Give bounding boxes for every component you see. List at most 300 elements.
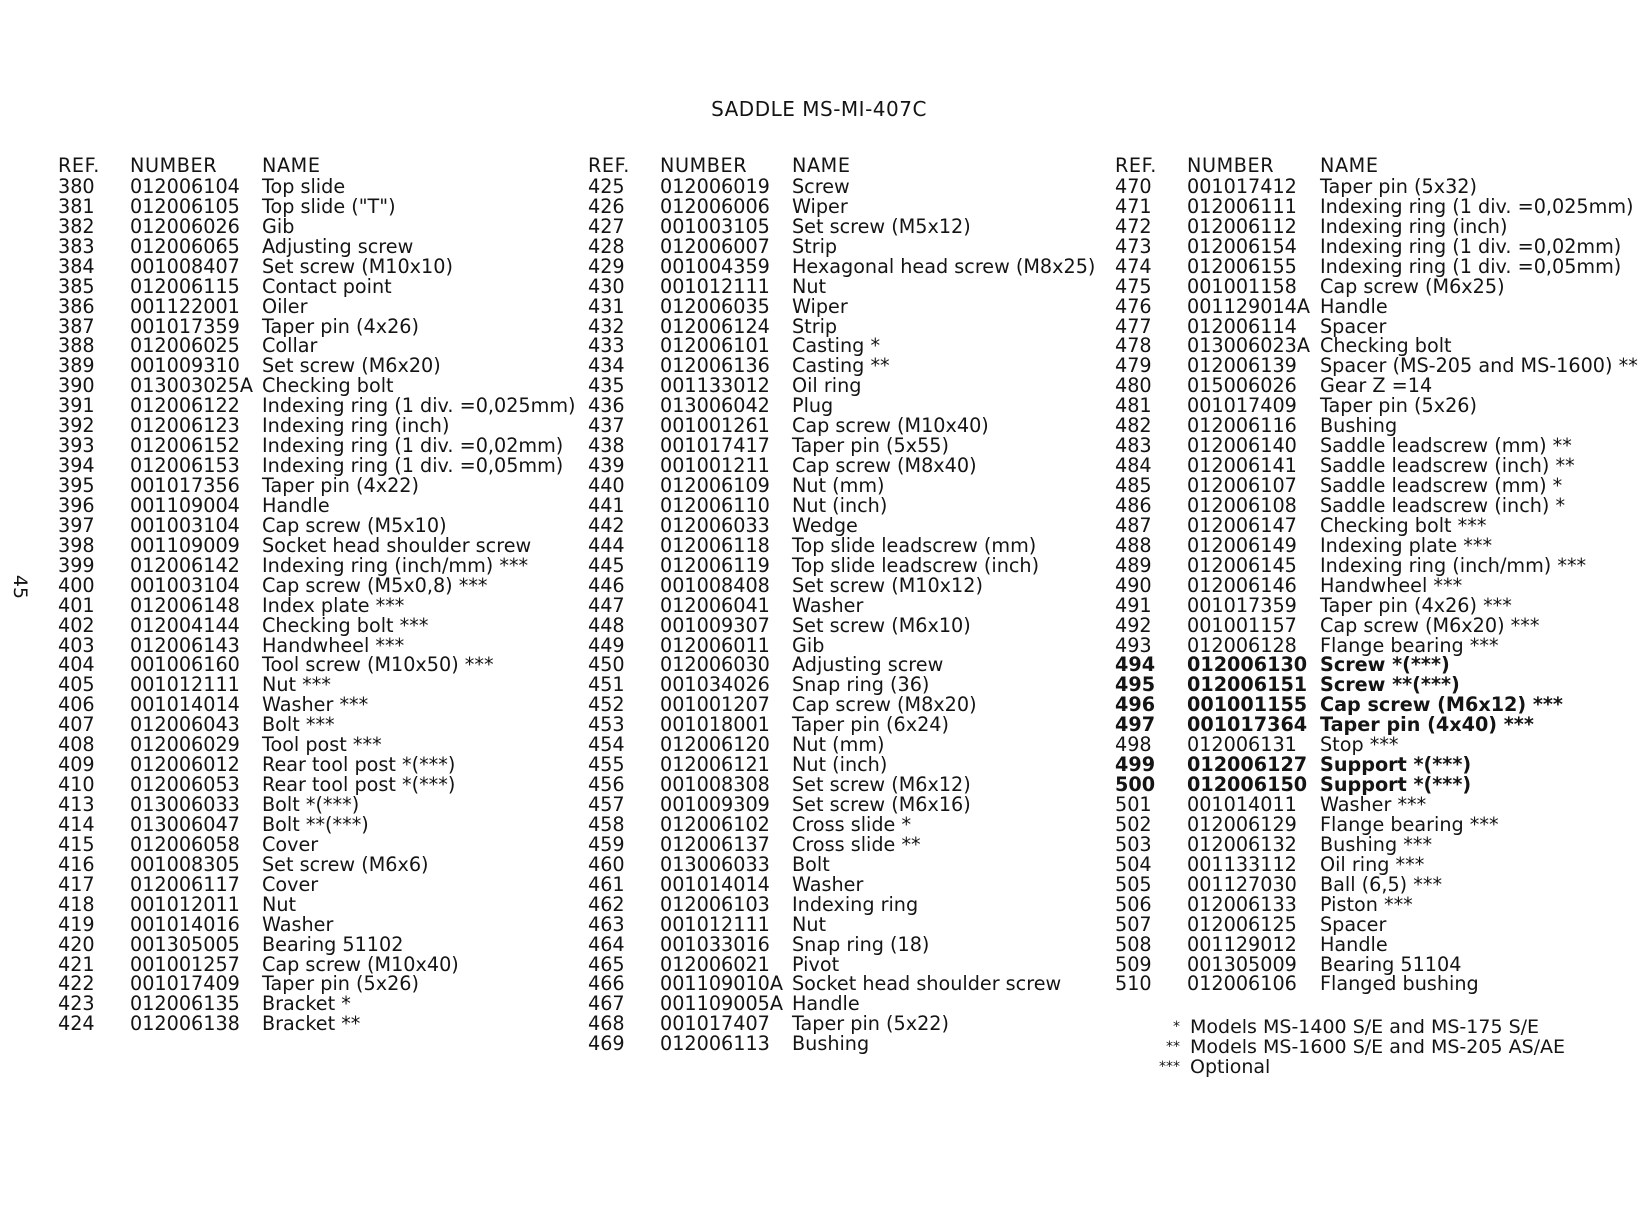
- ref-cell: 421: [58, 952, 95, 976]
- name-cell: Cover: [262, 832, 319, 856]
- name-cell: Casting **: [792, 354, 890, 378]
- ref-cell: 382: [58, 214, 95, 238]
- number-cell: 001017417: [660, 434, 770, 458]
- table-row: [1115, 593, 1638, 617]
- name-cell: Indexing ring (1 div. =0,05mm): [262, 454, 564, 478]
- ref-cell: 406: [58, 693, 95, 717]
- name-cell: Snap ring (18): [792, 932, 930, 956]
- ref-cell: 424: [58, 1012, 95, 1036]
- table-row: [58, 436, 576, 456]
- name-cell: Oil ring ***: [1320, 852, 1425, 876]
- table-row: [1115, 974, 1638, 994]
- footnote-row: [1135, 1037, 1565, 1057]
- number-cell: 012006148: [130, 593, 240, 617]
- number-cell: 012006033: [660, 513, 770, 537]
- number-cell: 012006153: [130, 454, 240, 478]
- name-cell: Casting *: [792, 334, 881, 358]
- table-row: [588, 573, 1095, 597]
- name-cell: Bolt: [792, 852, 830, 876]
- number-cell: 012006149: [1187, 533, 1297, 557]
- name-cell: Bolt **(***): [262, 812, 369, 836]
- name-cell: Cross slide **: [792, 832, 921, 856]
- number-cell: 012006128: [1187, 633, 1297, 657]
- table-row: [1115, 513, 1638, 537]
- name-cell: Cover: [262, 872, 319, 896]
- number-cell: 001012111: [660, 274, 770, 298]
- name-cell: Taper pin (4x22): [262, 474, 419, 497]
- number-cell: 012006145: [1187, 553, 1297, 577]
- number-cell: 001017409: [130, 972, 240, 996]
- ref-cell: 410: [58, 773, 95, 797]
- table-row: [58, 214, 576, 238]
- name-cell: Saddle leadscrew (inch) *: [1320, 493, 1566, 517]
- ref-cell: 480: [1115, 374, 1152, 398]
- name-cell: Nut (mm): [792, 474, 885, 497]
- ref-cell: 504: [1115, 852, 1152, 876]
- table-row: [58, 356, 576, 376]
- table-row: [1115, 476, 1638, 496]
- ref-cell: 400: [58, 573, 95, 597]
- ref-cell: 479: [1115, 354, 1152, 378]
- ref-cell: 487: [1115, 513, 1152, 537]
- number-cell: 012006151: [1187, 673, 1308, 697]
- name-cell: Bushing ***: [1320, 832, 1433, 856]
- name-cell: Washer ***: [262, 693, 369, 717]
- number-cell: 001034026: [660, 673, 770, 697]
- number-cell: 012006142: [130, 553, 240, 577]
- number-cell: 012006127: [1187, 753, 1308, 777]
- number-cell: 001012111: [660, 912, 770, 936]
- name-cell: Nut (inch): [792, 753, 888, 777]
- name-cell: Flanged bushing: [1320, 972, 1479, 996]
- table-row: [1115, 912, 1638, 936]
- name-cell: Checking bolt: [262, 374, 394, 398]
- number-cell: 001305009: [1187, 952, 1297, 976]
- ref-cell: 415: [58, 832, 95, 856]
- table-row: [588, 1014, 1095, 1034]
- number-cell: 012006122: [130, 394, 240, 418]
- name-cell: Washer: [262, 912, 334, 936]
- table-row: [1115, 952, 1638, 976]
- page-number: 45: [9, 574, 32, 600]
- table-row: [1115, 852, 1638, 876]
- name-cell: Saddle leadscrew (inch) **: [1320, 454, 1575, 478]
- number-cell: 013006023A: [1187, 334, 1310, 358]
- table-row: [58, 952, 576, 976]
- table-row: [58, 513, 576, 537]
- ref-cell: 403: [58, 633, 95, 657]
- ref-cell: 464: [588, 932, 625, 956]
- ref-cell: 502: [1115, 812, 1152, 836]
- table-row: [58, 775, 576, 795]
- ref-cell: 484: [1115, 454, 1152, 478]
- ref-cell: 470: [1115, 174, 1152, 198]
- number-cell: 012006133: [1187, 892, 1297, 916]
- name-cell: Indexing ring (1 div. =0,05mm): [1320, 254, 1622, 278]
- table-row: [588, 314, 1095, 338]
- ref-cell: 492: [1115, 613, 1152, 637]
- number-cell: 001001157: [1187, 613, 1297, 637]
- name-cell: Spacer (MS-205 and MS-1600) **: [1320, 354, 1638, 378]
- ref-cell: 437: [588, 414, 625, 438]
- ref-cell: 383: [58, 234, 95, 258]
- ref-cell: 384: [58, 254, 95, 278]
- number-cell: 012006104: [130, 174, 240, 198]
- number-cell: 001008407: [130, 254, 240, 278]
- table-row: [588, 194, 1095, 218]
- name-cell: Oiler: [262, 294, 308, 318]
- number-cell: 012006058: [130, 832, 240, 856]
- name-cell: Gib: [262, 214, 295, 238]
- table-row: [58, 892, 576, 916]
- ref-cell: 387: [58, 314, 95, 338]
- number-cell: 012006139: [1187, 354, 1297, 378]
- number-cell: 012006043: [130, 713, 240, 737]
- ref-cell: 417: [58, 872, 95, 896]
- number-cell: 013006042: [660, 394, 770, 418]
- parts-column-1: [58, 156, 576, 1034]
- name-cell: Oil ring: [792, 374, 862, 398]
- table-row: [588, 436, 1095, 456]
- name-cell: Handle: [1320, 932, 1388, 956]
- number-cell: 012006116: [1187, 414, 1297, 438]
- number-cell: 001003105: [660, 214, 770, 238]
- ref-cell: 397: [58, 513, 95, 537]
- table-row: [1115, 655, 1638, 675]
- table-row: [58, 416, 576, 436]
- number-cell: 012006101: [660, 334, 770, 358]
- number-cell: 012006123: [130, 414, 240, 438]
- table-row: [588, 376, 1095, 396]
- ref-cell: 456: [588, 773, 625, 797]
- column-header: [58, 156, 576, 176]
- name-cell: Washer: [792, 872, 864, 896]
- table-row: [588, 493, 1095, 517]
- number-cell: 001033016: [660, 932, 770, 956]
- table-row: [588, 274, 1095, 298]
- table-row: [588, 775, 1095, 795]
- number-cell: 012006109: [660, 474, 770, 497]
- name-cell: Handwheel ***: [262, 633, 405, 657]
- number-cell: 001008308: [660, 773, 770, 797]
- table-row: [1115, 294, 1638, 318]
- ref-cell: 393: [58, 434, 95, 458]
- number-cell: 013006047: [130, 812, 240, 836]
- number-cell: 012006053: [130, 773, 240, 797]
- table-row: [1115, 234, 1638, 258]
- table-row: [58, 932, 576, 956]
- header-ref: REF.: [588, 154, 630, 177]
- ref-cell: 422: [58, 972, 95, 996]
- number-cell: 012006006: [660, 194, 770, 218]
- number-cell: 012006012: [130, 753, 240, 777]
- table-row: [588, 695, 1095, 715]
- parts-column-3: [1115, 156, 1638, 994]
- name-cell: Taper pin (5x55): [792, 434, 949, 458]
- ref-cell: 496: [1115, 693, 1156, 717]
- ref-cell: 430: [588, 274, 625, 298]
- ref-cell: 428: [588, 234, 625, 258]
- ref-cell: 497: [1115, 713, 1156, 737]
- table-row: [58, 314, 576, 338]
- number-cell: 012006102: [660, 812, 770, 836]
- column-header: [588, 156, 1095, 176]
- name-cell: Top slide: [262, 174, 346, 198]
- ref-cell: 394: [58, 454, 95, 478]
- number-cell: 012006124: [660, 314, 770, 338]
- name-cell: Cross slide *: [792, 812, 912, 836]
- ref-cell: 482: [1115, 414, 1152, 438]
- table-row: [588, 795, 1095, 815]
- number-cell: 001014011: [1187, 793, 1297, 816]
- table-row: [1115, 254, 1638, 278]
- ref-cell: 452: [588, 693, 625, 717]
- name-cell: Screw **(***): [1320, 673, 1460, 697]
- ref-cell: 419: [58, 912, 95, 936]
- ref-cell: 444: [588, 533, 625, 557]
- number-cell: 012006113: [660, 1032, 770, 1056]
- name-cell: Cap screw (M10x40): [262, 952, 459, 976]
- name-cell: Ball (6,5) ***: [1320, 872, 1443, 896]
- name-cell: Indexing ring (1 div. =0,025mm): [1320, 194, 1634, 218]
- number-cell: 012006103: [660, 892, 770, 916]
- table-row: [1115, 872, 1638, 896]
- footnote-mark: ***: [1159, 1059, 1180, 1075]
- name-cell: Nut: [792, 912, 827, 936]
- number-cell: 012006135: [130, 992, 240, 1016]
- ref-cell: 385: [58, 274, 95, 298]
- number-cell: 001305005: [130, 932, 240, 956]
- table-row: [588, 1034, 1095, 1054]
- table-row: [588, 513, 1095, 537]
- table-row: [588, 852, 1095, 876]
- table-row: [588, 456, 1095, 476]
- header-ref: REF.: [1115, 154, 1157, 177]
- number-cell: 012006111: [1187, 194, 1297, 218]
- table-row: [58, 974, 576, 994]
- number-cell: 012004144: [130, 613, 240, 637]
- name-cell: Set screw (M6x12): [792, 773, 971, 797]
- number-cell: 001109004: [130, 493, 240, 517]
- ref-cell: 472: [1115, 214, 1152, 238]
- table-row: [588, 593, 1095, 617]
- name-cell: Nut: [262, 892, 297, 916]
- name-cell: Gear Z =14: [1320, 374, 1433, 398]
- name-cell: Handle: [262, 493, 330, 517]
- table-row: [588, 174, 1095, 198]
- name-cell: Collar: [262, 334, 318, 358]
- number-cell: 001017364: [1187, 713, 1308, 737]
- number-cell: 012006125: [1187, 912, 1297, 936]
- ref-cell: 420: [58, 932, 95, 956]
- number-cell: 012006120: [660, 733, 770, 757]
- ref-cell: 408: [58, 733, 95, 757]
- table-row: [588, 633, 1095, 657]
- ref-cell: 435: [588, 374, 625, 398]
- name-cell: Washer: [792, 593, 864, 617]
- ref-cell: 434: [588, 354, 625, 378]
- number-cell: 001001155: [1187, 693, 1308, 717]
- ref-cell: 498: [1115, 733, 1152, 757]
- footnote-text: Models MS-1600 S/E and MS-205 AS/AE: [1190, 1036, 1566, 1058]
- table-row: [58, 456, 576, 476]
- name-cell: Flange bearing ***: [1320, 633, 1499, 657]
- number-cell: 001109009: [130, 533, 240, 557]
- ref-cell: 418: [58, 892, 95, 916]
- number-cell: 001009307: [660, 613, 770, 637]
- name-cell: Spacer: [1320, 912, 1387, 936]
- name-cell: Washer ***: [1320, 793, 1427, 816]
- ref-cell: 505: [1115, 872, 1152, 896]
- table-row: [58, 872, 576, 896]
- table-row: [588, 994, 1095, 1014]
- name-cell: Bracket *: [262, 992, 351, 1016]
- name-cell: Socket head shoulder screw: [792, 972, 1062, 996]
- table-row: [588, 655, 1095, 675]
- table-row: [58, 655, 576, 675]
- name-cell: Taper pin (5x26): [1320, 394, 1477, 418]
- number-cell: 012006025: [130, 334, 240, 358]
- ref-cell: 442: [588, 513, 625, 537]
- table-row: [588, 396, 1095, 416]
- number-cell: 001001158: [1187, 274, 1297, 298]
- name-cell: Screw *(***): [1320, 653, 1450, 677]
- number-cell: 012006121: [660, 753, 770, 777]
- number-cell: 012006019: [660, 174, 770, 198]
- ref-cell: 495: [1115, 673, 1156, 697]
- table-row: [58, 715, 576, 735]
- name-cell: Nut (inch): [792, 493, 888, 517]
- header-ref: REF.: [58, 154, 100, 177]
- number-cell: 012006132: [1187, 832, 1297, 856]
- name-cell: Set screw (M6x20): [262, 354, 441, 378]
- ref-cell: 416: [58, 852, 95, 876]
- name-cell: Cap screw (M5x10): [262, 513, 447, 537]
- table-row: [58, 832, 576, 856]
- name-cell: Top slide leadscrew (inch): [792, 553, 1040, 577]
- number-cell: 001017359: [1187, 593, 1297, 617]
- header-name: NAME: [792, 154, 851, 177]
- table-row: [588, 533, 1095, 557]
- number-cell: 012006150: [1187, 773, 1308, 797]
- name-cell: Set screw (M6x16): [792, 793, 971, 816]
- name-cell: Cap screw (M6x25): [1320, 274, 1505, 298]
- name-cell: Socket head shoulder screw: [262, 533, 532, 557]
- name-cell: Taper pin (4x26): [262, 314, 419, 338]
- ref-cell: 425: [588, 174, 625, 198]
- ref-cell: 506: [1115, 892, 1152, 916]
- table-row: [588, 872, 1095, 896]
- name-cell: Strip: [792, 314, 838, 338]
- table-row: [58, 852, 576, 876]
- header-number: NUMBER: [130, 154, 218, 177]
- number-cell: 012006021: [660, 952, 770, 976]
- name-cell: Adjusting screw: [792, 653, 944, 677]
- table-row: [58, 476, 576, 496]
- ref-cell: 501: [1115, 793, 1152, 816]
- number-cell: 012006155: [1187, 254, 1297, 278]
- number-cell: 012006137: [660, 832, 770, 856]
- number-cell: 012006114: [1187, 314, 1297, 338]
- name-cell: Saddle leadscrew (mm) **: [1320, 434, 1572, 458]
- name-cell: Index plate ***: [262, 593, 405, 617]
- header-number: NUMBER: [660, 154, 748, 177]
- number-cell: 012006129: [1187, 812, 1297, 836]
- ref-cell: 457: [588, 793, 625, 816]
- name-cell: Cap screw (M6x20) ***: [1320, 613, 1540, 637]
- name-cell: Set screw (M6x10): [792, 613, 971, 637]
- ref-cell: 386: [58, 294, 95, 318]
- ref-cell: 458: [588, 812, 625, 836]
- ref-cell: 468: [588, 1012, 625, 1036]
- number-cell: 001006160: [130, 653, 240, 677]
- table-row: [58, 396, 576, 416]
- ref-cell: 440: [588, 474, 625, 497]
- ref-cell: 391: [58, 394, 95, 418]
- table-row: [1115, 396, 1638, 416]
- number-cell: 012006065: [130, 234, 240, 258]
- table-row: [1115, 755, 1638, 775]
- name-cell: Nut ***: [262, 673, 331, 697]
- table-row: [1115, 812, 1638, 836]
- table-row: [1115, 675, 1638, 695]
- ref-cell: 446: [588, 573, 625, 597]
- ref-cell: 392: [58, 414, 95, 438]
- ref-cell: 432: [588, 314, 625, 338]
- number-cell: 012006154: [1187, 234, 1297, 258]
- name-cell: Snap ring (36): [792, 673, 930, 697]
- footnote-mark: **: [1166, 1039, 1180, 1055]
- table-row: [1115, 356, 1638, 376]
- ref-cell: 423: [58, 992, 95, 1016]
- table-row: [1115, 214, 1638, 238]
- ref-cell: 447: [588, 593, 625, 617]
- number-cell: 001109005A: [660, 992, 783, 1016]
- name-cell: Taper pin (4x26) ***: [1320, 593, 1512, 617]
- name-cell: Contact point: [262, 274, 392, 298]
- name-cell: Rear tool post *(***): [262, 753, 456, 777]
- ref-cell: 490: [1115, 573, 1152, 597]
- name-cell: Indexing ring (inch/mm) ***: [262, 553, 529, 577]
- table-row: [58, 593, 576, 617]
- ref-cell: 414: [58, 812, 95, 836]
- header-name: NAME: [262, 154, 321, 177]
- ref-cell: 449: [588, 633, 625, 657]
- number-cell: 012006029: [130, 733, 240, 757]
- ref-cell: 404: [58, 653, 95, 677]
- number-cell: 012006130: [1187, 653, 1308, 677]
- number-cell: 012006118: [660, 533, 770, 557]
- ref-cell: 466: [588, 972, 625, 996]
- table-row: [58, 194, 576, 218]
- ref-cell: 476: [1115, 294, 1152, 318]
- table-row: [58, 795, 576, 815]
- number-cell: 001009309: [660, 793, 770, 816]
- ref-cell: 401: [58, 593, 95, 617]
- number-cell: 001003104: [130, 513, 240, 537]
- ref-cell: 493: [1115, 633, 1152, 657]
- table-row: [588, 214, 1095, 238]
- ref-cell: 461: [588, 872, 625, 896]
- number-cell: 001012111: [130, 673, 240, 697]
- name-cell: Indexing ring (inch): [262, 414, 450, 438]
- number-cell: 001001211: [660, 454, 770, 478]
- number-cell: 012006119: [660, 553, 770, 577]
- name-cell: Set screw (M10x10): [262, 254, 453, 278]
- ref-cell: 489: [1115, 553, 1152, 577]
- table-row: [58, 812, 576, 836]
- number-cell: 012006136: [660, 354, 770, 378]
